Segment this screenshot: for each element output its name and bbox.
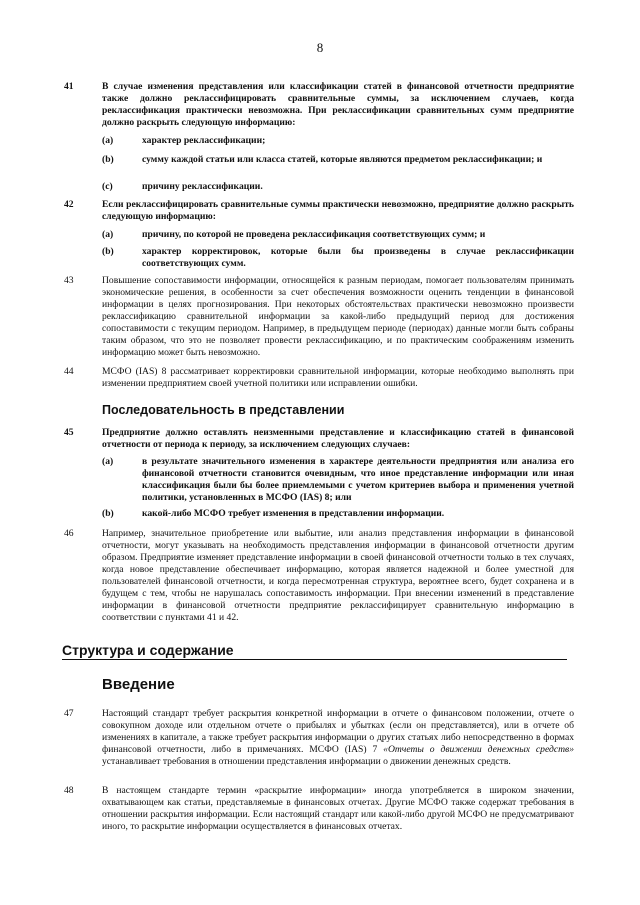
paragraph-number: 42 bbox=[64, 199, 74, 210]
section-heading: Структура и содержание bbox=[62, 642, 567, 660]
item-letter: (a) bbox=[102, 135, 114, 146]
paragraph-number: 45 bbox=[64, 427, 74, 438]
paragraph-text: Предприятие должно оставлять неизменными представление и классификацию статей в финансовой отчетности от периода к периоду, за исключением следующих случаев: bbox=[102, 427, 574, 450]
paragraph-42 bbox=[64, 199, 574, 223]
list-item bbox=[102, 456, 574, 504]
paragraph-47 bbox=[64, 708, 574, 768]
list-item bbox=[102, 135, 574, 147]
paragraph-43 bbox=[64, 275, 574, 359]
paragraph-46 bbox=[64, 528, 574, 624]
subsection-heading: Введение bbox=[102, 676, 175, 693]
paragraph-text: В настоящем стандарте термин «раскрытие информации» иногда употребляется в широком значении, охватывающем как статьи, представляемые в финансовых отчетах. Другие МСФО также содержат требования в отношении раскрытия информации. Если настоящий стандарт или какой-либо другой МСФО не предусматривают иного, то раскрытие информации осуществляется в финансовых отчетах. bbox=[102, 785, 574, 832]
page-number: 8 bbox=[316, 40, 324, 55]
list-item bbox=[102, 246, 574, 270]
item-text: причину, по которой не проведена реклассификация соответствующих сумм; и bbox=[142, 229, 486, 240]
paragraph-number: 41 bbox=[64, 81, 74, 92]
paragraph-number: 48 bbox=[64, 785, 74, 796]
item-text: характер реклассификации; bbox=[142, 135, 266, 146]
item-text: характер корректировок, которые были бы произведены в случае реклассификации соответствующих сумм. bbox=[142, 246, 574, 269]
paragraph-number: 43 bbox=[64, 275, 74, 286]
text-part: устанавливает требования в отношении представления информации о движении денежных средств. bbox=[102, 756, 511, 767]
item-letter: (b) bbox=[102, 508, 114, 519]
paragraph-text: МСФО (IAS) 8 рассматривает корректировки сравнительной информации, которые необходимо выполнять при изменении предприятием своей учетной политики или исправлении ошибки. bbox=[102, 366, 574, 389]
paragraph-number: 46 bbox=[64, 528, 74, 539]
paragraph-45 bbox=[64, 427, 574, 451]
paragraph-41 bbox=[64, 81, 574, 129]
paragraph-text: В случае изменения представления или классификации статей в финансовой отчетности предприятие также должно реклассифицировать сравнительные суммы, за исключением случаев, когда реклассификация практически невозможна. При реклассификации сравнительных сумм предприятие должно раскрыть следующую информацию: bbox=[102, 81, 574, 128]
item-letter: (c) bbox=[102, 181, 113, 192]
item-text: сумму каждой статьи или класса статей, которые являются предметом реклассификации; и bbox=[142, 154, 543, 165]
list-item bbox=[102, 154, 574, 166]
list-item bbox=[102, 181, 574, 193]
item-letter: (a) bbox=[102, 229, 114, 240]
item-letter: (b) bbox=[102, 246, 114, 257]
paragraph-text: Повышение сопоставимости информации, относящейся к разным периодам, помогает пользователям принимать экономические решения, в особенности за счет обеспечения возможности оценить тенденции в финансовой информации в целях прогнозирования. При некоторых обстоятельствах практически невозможно произвести реклассификацию сравнительной информации за какой-либо предыдущий период для достижения сопоставимости с текущим периодом. Например, в предыдущем периоде (периодах) данные могли быть собраны таким образом, что это не позволяет провести реклассификацию, и по практическим соображениям изменить информацию может быть невозможно. bbox=[102, 275, 574, 358]
item-text: причину реклассификации. bbox=[142, 181, 263, 192]
paragraph-44 bbox=[64, 366, 574, 390]
text-part: Настоящий стандарт требует раскрытия конкретной информации в отчете о финансовом положении, отчете о совокупном доходе или отдельном отчете о прибылях и убытках (если он представляется), или в отчете об изменениях в капитале, а также требует раскрытия информации о других статьях либо непосредственно в формах финансовой отчетности, либо в примечаниях. МСФО (IAS) 7 bbox=[102, 708, 574, 755]
list-item bbox=[102, 508, 574, 520]
item-text: в результате значительного изменения в характере деятельности предприятия или анализа его финансовой отчетности становится очевидным, что иное представление информации или иная классификация были бы более приемлемыми с учетом критериев выбора и применения учетной политики, установленных в МСФО (IAS) 8; или bbox=[142, 456, 574, 503]
paragraph-text: Если реклассифицировать сравнительные суммы практически невозможно, предприятие должно раскрыть следующую информацию: bbox=[102, 199, 574, 222]
paragraph-text: Например, значительное приобретение или выбытие, или анализ представления информации в финансовой отчетности, могут указывать на необходимость представления информации в финансовой отчетности другим образом. Предприятие изменяет представление информации в своей финансовой отчетности только в тех случаях, когда новое представление обеспечивает информацию, которая является надежной и более уместной для пользователей финансовой отчетности, и когда пересмотренная структура, вероятнее всего, будет сохранена и в будущем с тем, чтобы не нарушалась сопоставимость информации. При внесении изменений в представление информации в финансовой отчетности предприятие реклассифицирует сравнительную информацию в соответствии с пунктами 41 и 42. bbox=[102, 528, 574, 623]
paragraph-48 bbox=[64, 785, 574, 833]
document-title-italic: «Отчеты о движении денежных средств» bbox=[383, 744, 574, 755]
paragraph-number: 47 bbox=[64, 708, 74, 719]
item-text: какой-либо МСФО требует изменения в представлении информации. bbox=[142, 508, 445, 519]
paragraph-number: 44 bbox=[64, 366, 74, 377]
section-subheading: Последовательность в представлении bbox=[102, 403, 345, 417]
item-letter: (a) bbox=[102, 456, 114, 467]
list-item bbox=[102, 229, 574, 241]
item-letter: (b) bbox=[102, 154, 114, 165]
paragraph-text bbox=[102, 708, 574, 768]
